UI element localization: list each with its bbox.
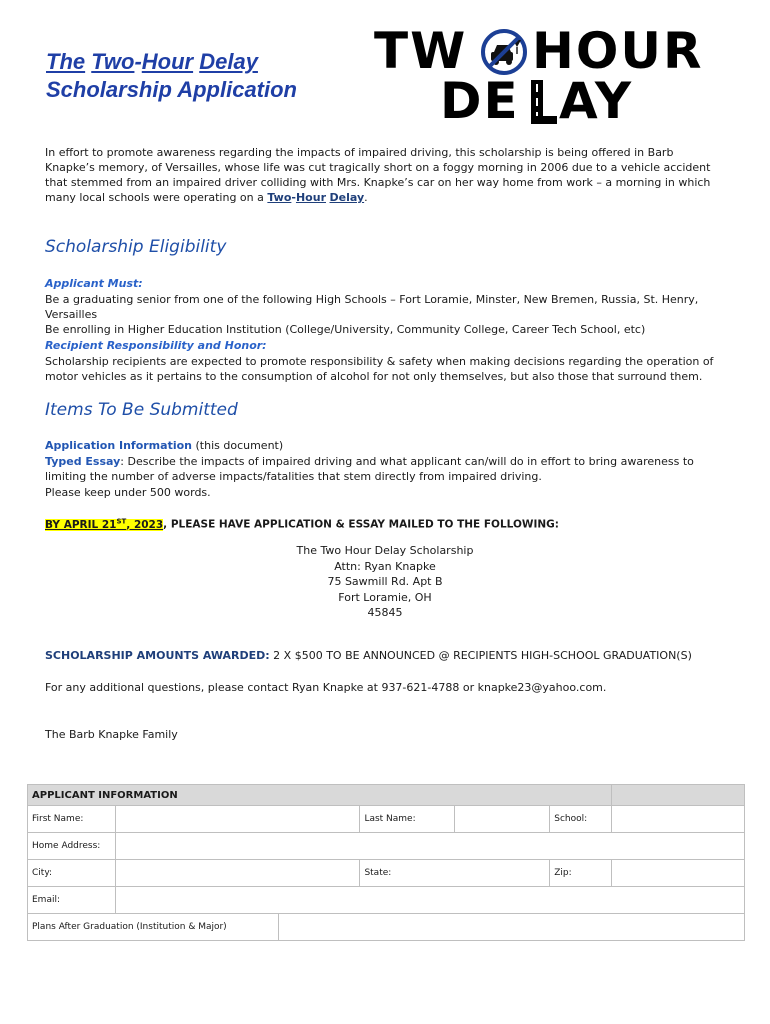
home-address-label: Home Address: <box>28 833 116 860</box>
header-blank-cell <box>612 785 745 806</box>
no-drunk-driving-icon <box>480 28 528 76</box>
email-label: Email: <box>28 887 116 914</box>
city-field[interactable] <box>116 860 360 886</box>
plans-label: Plans After Graduation (Institution & Major) <box>28 914 279 941</box>
address-line-1: The Two Hour Delay Scholarship <box>296 544 474 557</box>
intro-text: In effort to promote awareness regarding the impacts of impaired driving, this scholarship is being offered in Barb Knapke’s memory, of Versailles, whose life was cut tragically short on a foggy morning in 2006 due to a vehicle accident that stemmed from an impaired driver colliding with Mrs. Knapke’s car on her way home from work – a morning in which many local schools were operating on a <box>45 146 711 204</box>
eligibility-heading: Scholarship Eligibility <box>45 237 227 257</box>
items-heading: Items To Be Submitted <box>45 400 238 420</box>
first-name-field[interactable] <box>115 806 360 833</box>
email-field[interactable] <box>115 887 744 914</box>
logo-text-ay: AY <box>559 72 634 130</box>
responsibility-label: Recipient Responsibility and Honor: <box>45 339 267 352</box>
essay-label: Typed Essay <box>45 455 121 468</box>
address-line-5: 45845 <box>367 606 403 619</box>
deadline-rest: , PLEASE HAVE APPLICATION & ESSAY MAILED TO THE FOLLOWING: <box>163 518 559 531</box>
eligibility-line-2: Be enrolling in Higher Education Institution (College/University, Community College, Career Tech School, etc) <box>45 323 646 336</box>
zip-label: Zip: <box>550 860 612 887</box>
title-dash: - <box>134 49 142 74</box>
intro-two: Two <box>267 191 292 204</box>
last-name-label: Last Name: <box>364 814 416 824</box>
home-address-field[interactable] <box>115 833 744 860</box>
state-label: State: <box>364 868 392 878</box>
intro-delay: Delay <box>329 191 365 204</box>
plans-field[interactable] <box>278 914 744 941</box>
intro-dash: - <box>291 191 296 204</box>
deadline-date-sup: ST <box>116 517 127 525</box>
address-line-4: Fort Loramie, OH <box>338 590 432 604</box>
title-hour: Hour <box>141 49 194 74</box>
awards-line <box>45 648 725 663</box>
intro-hour: Hour <box>295 191 326 204</box>
logo-text-hour: HOUR <box>532 22 704 80</box>
app-info-text: (this document) <box>192 439 284 452</box>
deadline-date: BY APRIL 21 <box>45 518 117 531</box>
zip-field[interactable] <box>612 860 745 887</box>
address-line-2: Attn: Ryan Knapke <box>334 559 436 573</box>
intro-end: . <box>364 191 368 204</box>
applicant-must-label: Applicant Must: <box>45 277 143 290</box>
school-field[interactable] <box>612 806 745 833</box>
deadline-line <box>45 514 725 533</box>
school-label: School: <box>550 806 612 833</box>
page-subtitle: Scholarship Application <box>46 77 297 102</box>
title-the: The <box>46 49 86 74</box>
awards-text: 2 X $500 TO BE ANNOUNCED @ RECIPIENTS HIGH-SCHOOL GRADUATION(S) <box>269 649 692 662</box>
applicant-info-heading: APPLICANT INFORMATION <box>28 785 612 806</box>
mailing-address <box>0 543 770 621</box>
intro-paragraph <box>45 145 725 205</box>
title-two: Two <box>91 49 135 74</box>
first-name-label: First Name: <box>28 806 116 833</box>
eligibility-line-1: Be a graduating senior from one of the following High Schools – Fort Loramie, Minster, New Bremen, Russia, St. Henry, Versailles <box>45 293 699 321</box>
app-info-label: Application Information <box>45 439 192 452</box>
responsibility-text: Scholarship recipients are expected to promote responsibility & safety when making decisions regarding the operation of motor vehicles as it pertains to the consumption of alcohol for not only themselves, but also those that surround them. <box>45 355 714 383</box>
logo-text-tw: TW <box>374 22 468 80</box>
applicant-info-table <box>27 784 745 941</box>
contact-line: For any additional questions, please contact Ryan Knapke at 937-621-4788 or knapke23@yahoo.com. <box>45 681 607 694</box>
signoff: The Barb Knapke Family <box>45 728 178 741</box>
items-essay <box>45 454 725 484</box>
page-title <box>46 48 258 76</box>
address-line-3: 75 Sawmill Rd. Apt B <box>327 575 443 588</box>
items-app-info <box>45 438 725 453</box>
deadline-year: , 2023 <box>126 518 164 531</box>
title-delay: Delay <box>199 49 258 74</box>
awards-label: SCHOLARSHIP AMOUNTS AWARDED: <box>45 649 270 662</box>
essay-text: : Describe the impacts of impaired driving and what applicant can/will do in effort to bring awareness to limiting the number of adverse impacts/fatalities that stem directly from impaired driving. <box>45 455 694 483</box>
keep-under-note: Please keep under 500 words. <box>45 486 211 499</box>
last-name-field[interactable] <box>454 806 549 832</box>
two-hour-delay-logo <box>374 22 726 130</box>
logo-road-l <box>531 80 543 124</box>
city-label: City: <box>28 860 116 887</box>
logo-text-de: DE <box>440 72 520 130</box>
